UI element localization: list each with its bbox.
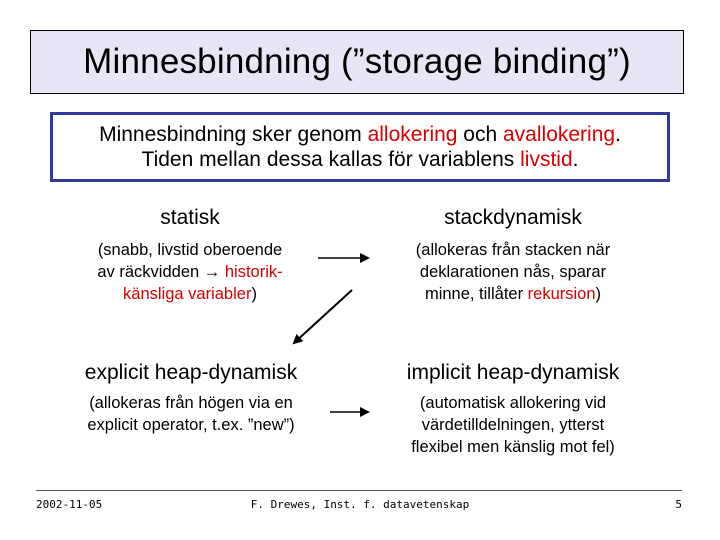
- term-livstid: livstid: [520, 148, 573, 171]
- desc-line: värdetilldelningen, ytterst: [421, 416, 605, 434]
- term-rekursion: rekursion: [527, 285, 596, 303]
- desc-text: minne, tillåter: [424, 285, 528, 303]
- term-avallokering: avallokering: [503, 123, 616, 146]
- desc-line: (automatisk allokering vid: [419, 394, 607, 412]
- desc-text: av räckvidden: [97, 263, 204, 281]
- footer-rule: [36, 490, 682, 491]
- desc-line: (snabb, livstid oberoende: [97, 241, 283, 259]
- desc-line: (allokeras från stacken när: [415, 241, 611, 259]
- stackdynamisk-heading: stackdynamisk: [444, 206, 582, 229]
- desc-line: flexibel men känslig mot fel): [411, 438, 615, 456]
- right-arrow-icon: →: [203, 263, 221, 281]
- intro-text: Minnesbindning sker genom: [99, 123, 368, 146]
- implicit-heap-heading: implicit heap-dynamisk: [406, 361, 620, 384]
- desc-text: ): [595, 285, 602, 303]
- explicit-heap-heading: explicit heap-dynamisk: [84, 361, 298, 384]
- term-historik: historik-: [220, 263, 283, 281]
- intro-text: .: [615, 123, 621, 146]
- page-number: 5: [675, 498, 682, 511]
- footer-date: 2002-11-05: [36, 498, 103, 511]
- desc-text: ): [251, 285, 257, 303]
- term-kansliga-variabler: känsliga variabler: [123, 285, 252, 303]
- footer-author: F. Drewes, Inst. f. datavetenskap: [250, 498, 470, 511]
- slide-title: Minnesbindning (”storage binding”): [83, 42, 631, 81]
- statisk-heading: statisk: [160, 206, 220, 229]
- desc-line: explicit operator, t.ex. ”new”): [87, 416, 295, 434]
- intro-text: Tiden mellan dessa kallas för variablens: [141, 148, 521, 171]
- term-allokering: allokering: [367, 123, 458, 146]
- intro-text: och: [457, 123, 503, 146]
- arrow-stackdynamisk-to-explicit: [294, 290, 352, 343]
- intro-text: .: [572, 148, 579, 171]
- desc-line: deklarationen nås, sparar: [419, 263, 607, 281]
- desc-line: (allokeras från högen via en: [89, 394, 293, 412]
